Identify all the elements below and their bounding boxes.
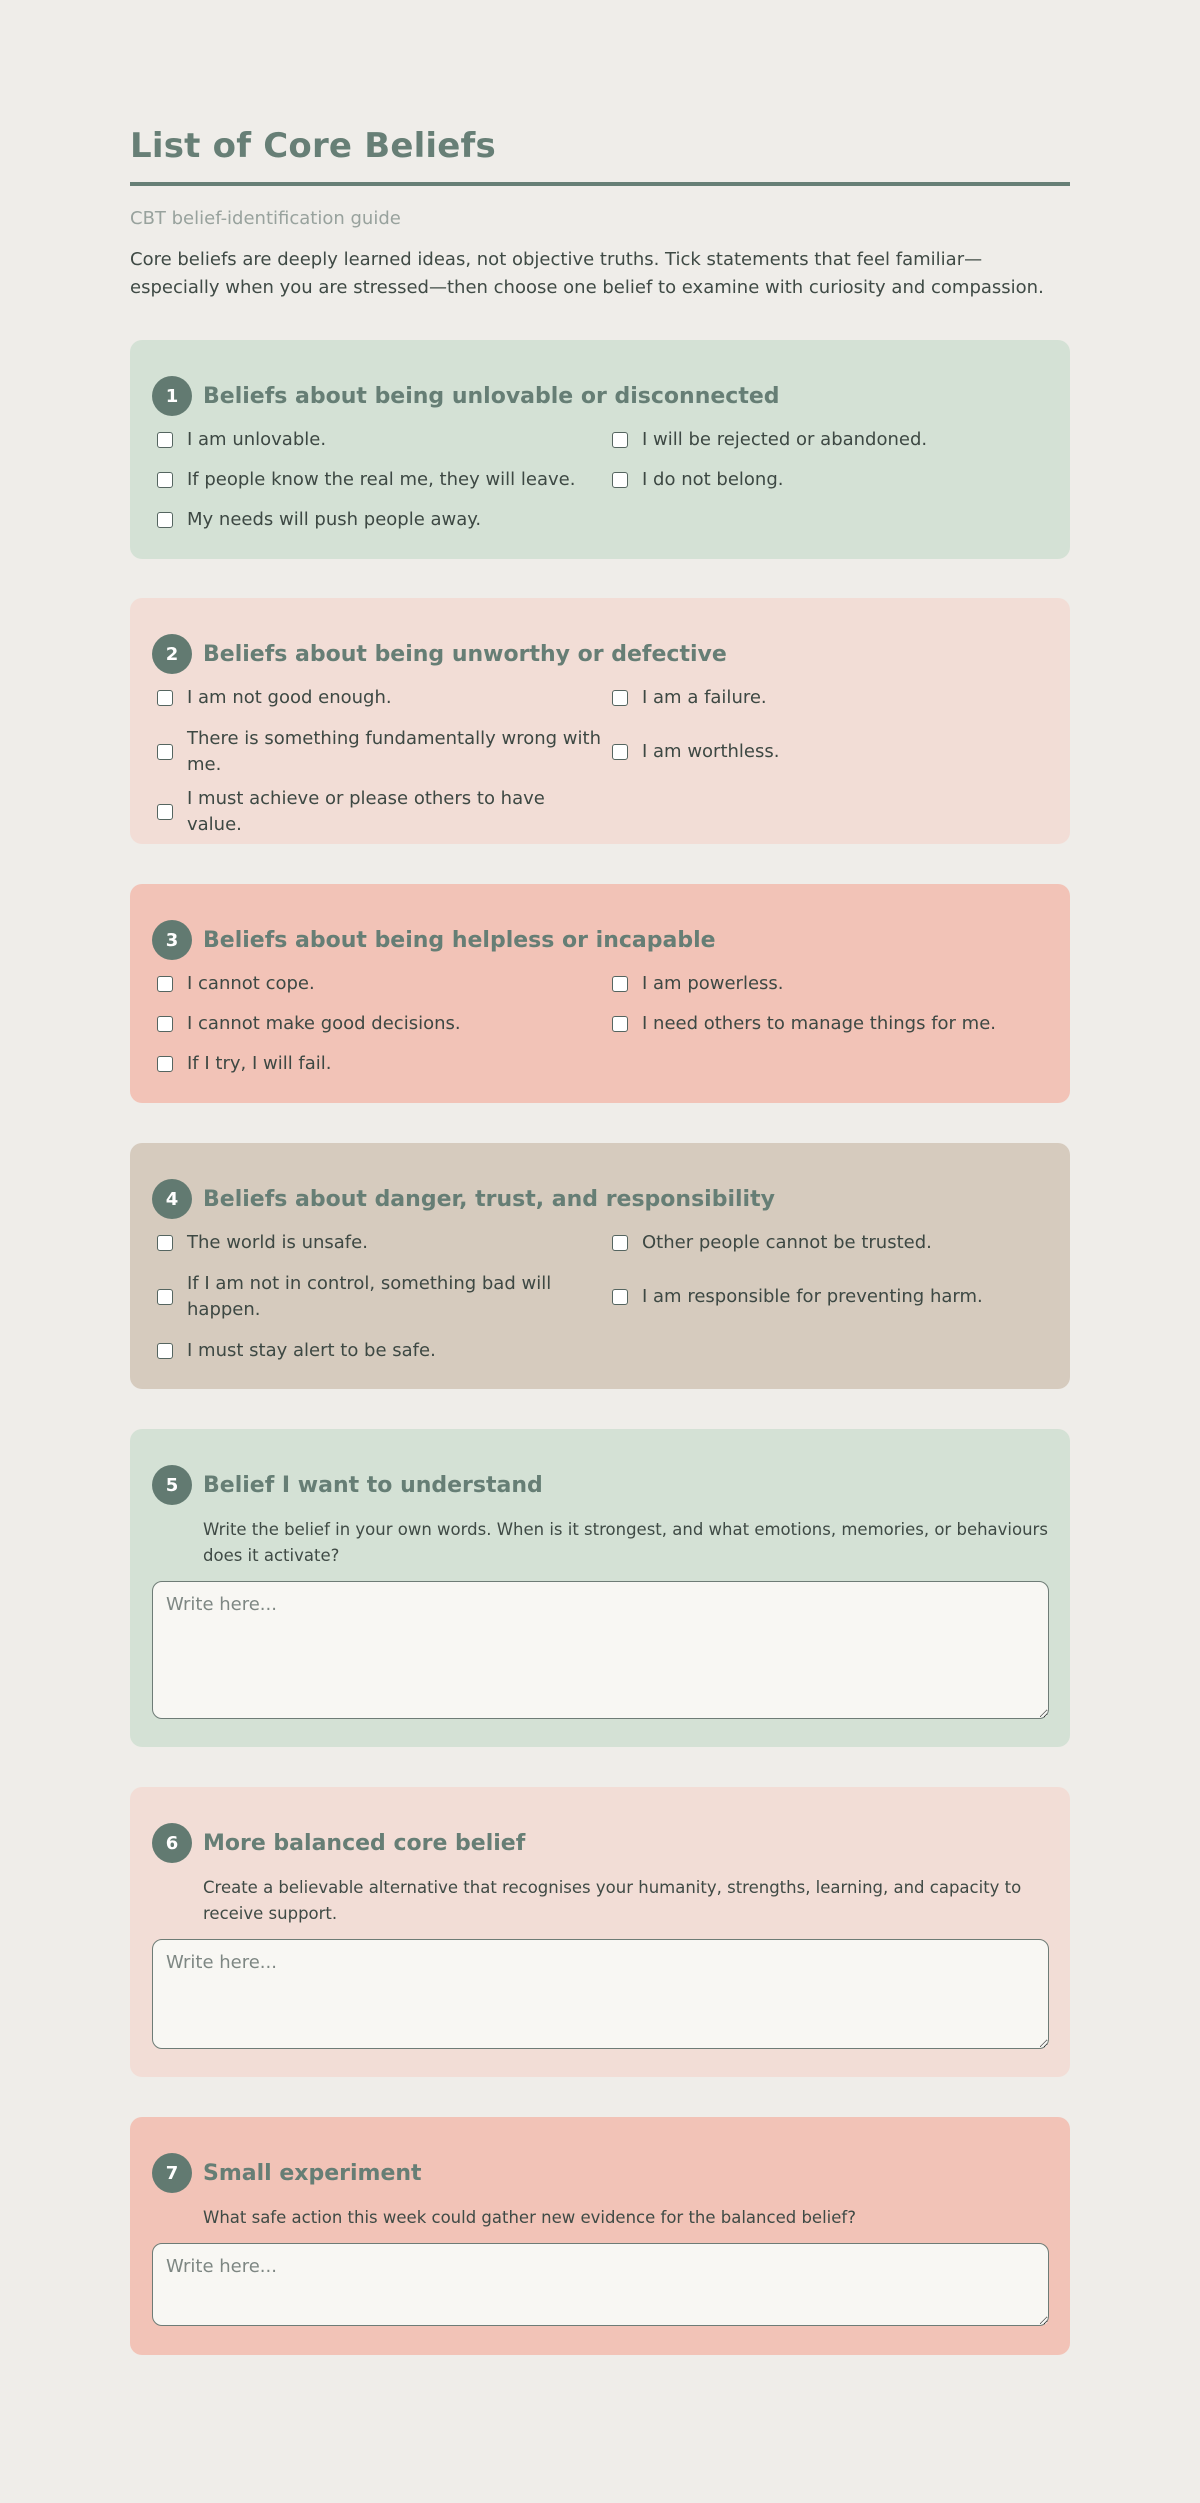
belief-item[interactable] [152,718,607,786]
section-danger-trust [130,1143,1070,1389]
belief-item[interactable] [152,1263,607,1331]
section-title: Beliefs about being unlovable or disconnected [203,383,780,409]
belief-label: The world is unsafe. [187,1232,368,1253]
belief-item[interactable] [152,460,607,500]
section-prompt: Write the belief in your own words. When is it strongest, and what emotions, memories, or behaviours does it activate? [203,1520,1048,1565]
section-header [152,634,1048,674]
belief-label: Other people cannot be trusted. [642,1232,932,1253]
section-prompt: What safe action this week could gather new evidence for the balanced belief? [203,2208,856,2227]
belief-label: I must achieve or please others to have value. [187,788,545,835]
belief-item[interactable] [607,460,1062,500]
checkbox[interactable] [612,472,628,488]
belief-item[interactable] [152,1004,607,1044]
section-number-badge: 2 [152,634,192,674]
section-helpless [130,884,1070,1103]
checkbox[interactable] [157,976,173,992]
section-number-badge: 1 [152,376,192,416]
belief-label: If I am not in control, something bad will happen. [187,1273,552,1320]
belief-item[interactable] [607,718,1062,786]
belief-item[interactable] [152,1331,607,1371]
section-number-badge: 4 [152,1179,192,1219]
checkbox[interactable] [157,1056,173,1072]
checkbox[interactable] [157,512,173,528]
section-header [152,1823,1048,1863]
belief-label: I am unlovable. [187,429,327,450]
section-title: Beliefs about being helpless or incapable [203,927,716,953]
checkbox[interactable] [612,976,628,992]
section-header [152,1179,1048,1219]
section-number-badge: 3 [152,920,192,960]
belief-label: I must stay alert to be safe. [187,1340,436,1361]
section-header [152,920,1048,960]
section-prompt: Create a believable alternative that recognises your humanity, strengths, learning, and capacity to receive support. [203,1878,1022,1923]
checkbox[interactable] [612,1289,628,1305]
belief-list [152,1223,1048,1371]
belief-label: My needs will push people away. [187,509,482,530]
checkbox[interactable] [612,1016,628,1032]
belief-item[interactable] [152,500,607,540]
section-balanced-belief [130,1787,1070,2077]
belief-label: I need others to manage things for me. [642,1013,997,1034]
belief-item[interactable] [607,420,1062,460]
checkbox[interactable] [157,1016,173,1032]
belief-label: There is something fundamentally wrong with me. [187,728,601,775]
belief-label: I am a failure. [642,687,767,708]
checkbox[interactable] [612,690,628,706]
section-title: Small experiment [203,2160,422,2186]
belief-item[interactable] [607,1004,1062,1044]
checkbox[interactable] [157,432,173,448]
belief-label: I am powerless. [642,973,784,994]
belief-item[interactable] [607,1263,1062,1331]
belief-item[interactable] [152,1044,607,1084]
section-number-badge: 6 [152,1823,192,1863]
belief-list [152,964,1048,1084]
checkbox[interactable] [157,472,173,488]
section-title: Belief I want to understand [203,1472,543,1498]
belief-text-area[interactable] [152,1581,1049,1719]
belief-list [152,420,1048,540]
belief-item[interactable] [152,964,607,1004]
belief-item[interactable] [152,420,607,460]
section-header [152,376,1048,416]
belief-item[interactable] [607,678,1062,718]
belief-item[interactable] [607,1223,1062,1263]
belief-label: I cannot make good decisions. [187,1013,461,1034]
section-title: Beliefs about being unworthy or defective [203,641,727,667]
balanced-belief-text-area[interactable] [152,1939,1049,2049]
page-title: List of Core Beliefs [130,126,496,166]
title-divider [130,182,1070,186]
section-small-experiment [130,2117,1070,2355]
belief-label: I do not belong. [642,469,784,490]
worksheet [130,120,1070,2355]
belief-item[interactable] [152,678,607,718]
section-number-badge: 7 [152,2153,192,2193]
section-unworthy [130,598,1070,844]
checkbox[interactable] [157,804,173,820]
belief-label: I will be rejected or abandoned. [642,429,928,450]
checkbox[interactable] [157,744,173,760]
section-title: Beliefs about danger, trust, and responsibility [203,1186,775,1212]
belief-label: I cannot cope. [187,973,315,994]
checkbox[interactable] [612,1235,628,1251]
belief-item[interactable] [607,964,1062,1004]
section-unlovable [130,340,1070,559]
checkbox[interactable] [157,1289,173,1305]
page-subtitle: CBT belief-identification guide [130,208,401,229]
experiment-text-area[interactable] [152,2243,1049,2326]
belief-label: If I try, I will fail. [187,1053,332,1074]
intro-text: Core beliefs are deeply learned ideas, not objective truths. Tick statements that feel familiar—especially when you are stressed—then choose one belief to examine with curiosity and compassion. [130,249,1044,298]
section-number-badge: 5 [152,1465,192,1505]
checkbox[interactable] [157,1343,173,1359]
checkbox[interactable] [157,690,173,706]
belief-item[interactable] [152,786,607,838]
belief-label: I am not good enough. [187,687,392,708]
checkbox[interactable] [612,432,628,448]
belief-item[interactable] [152,1223,607,1263]
section-header [152,1465,1048,1505]
belief-label: If people know the real me, they will leave. [187,469,576,490]
belief-label: I am responsible for preventing harm. [642,1286,983,1307]
belief-list [152,678,1048,838]
section-title: More balanced core belief [203,1830,526,1856]
checkbox[interactable] [157,1235,173,1251]
section-belief-to-understand [130,1429,1070,1747]
belief-label: I am worthless. [642,741,780,762]
section-header [152,2153,1048,2193]
checkbox[interactable] [612,744,628,760]
